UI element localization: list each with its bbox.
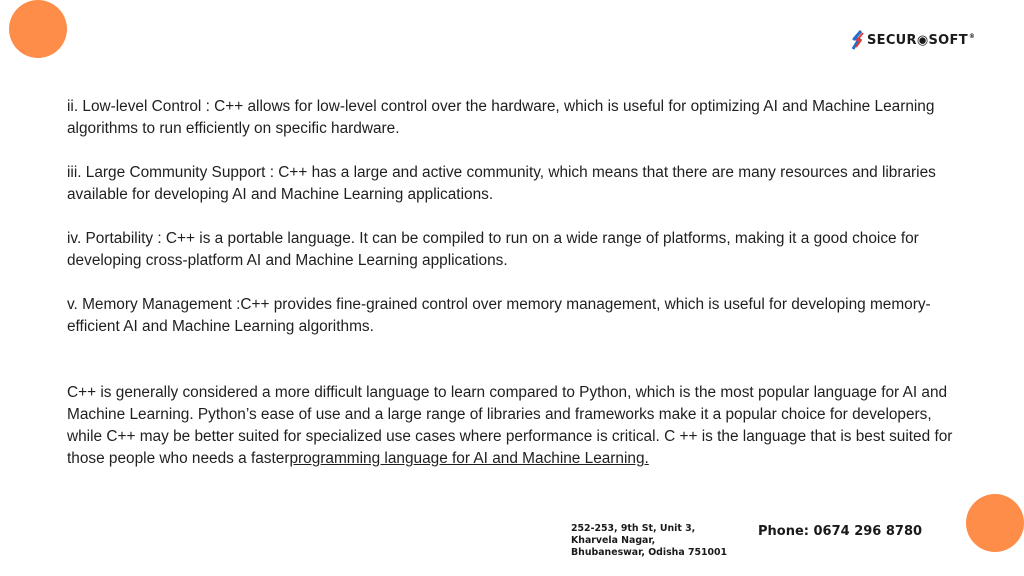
paragraph-portability: iv. Portability : C++ is a portable language. It can be compiled to run on a wide range of platforms, making it a good choice for developing cross-platform AI and Machine Learning applications.	[67, 230, 919, 269]
main-content	[67, 96, 967, 470]
ai-ml-programming-language-link[interactable]: programming language for AI and Machine Learning.	[289, 450, 649, 467]
logo-mark-icon	[851, 30, 865, 50]
decorative-circle-top-left	[9, 0, 67, 58]
registered-mark: ®	[968, 32, 976, 40]
brand-logo	[851, 29, 975, 51]
logo-o-icon: ◉	[916, 32, 929, 48]
paragraph-memory-management: v. Memory Management :C++ provides fine-grained control over memory management, which is useful for developing memory-efficient AI and Machine Learning algorithms.	[67, 296, 931, 335]
phone-number: Phone: 0674 296 8780	[758, 524, 923, 539]
summary-text: C++ is generally considered a more difficult language to learn compared to Python, which is the most popular language for AI and Machine Learning. Python’s ease of use and a large range of libraries and frameworks make it a popular choice for developers, while C++ may be better suited for specialized use cases where performance is critical. C ++ is the language that is best suited for those people who needs a faster	[67, 384, 953, 467]
logo-text: SECUR◉SOFT®	[867, 32, 976, 48]
address-line-1: 252-253, 9th St, Unit 3,	[571, 523, 696, 534]
decorative-circle-bottom-right	[966, 494, 1024, 552]
address-line-2: Kharvela Nagar,	[571, 535, 656, 546]
paragraph-community-support: iii. Large Community Support : C++ has a large and active community, which means that there are many resources and libraries available for developing AI and Machine Learning applications.	[67, 164, 936, 203]
paragraph-low-level-control: ii. Low-level Control : C++ allows for low-level control over the hardware, which is useful for optimizing AI and Machine Learning algorithms to run efficiently on specific hardware.	[67, 98, 935, 137]
address-line-3: Bhubaneswar, Odisha 751001	[571, 547, 728, 558]
company-address	[571, 523, 727, 559]
summary-paragraph	[67, 382, 967, 470]
